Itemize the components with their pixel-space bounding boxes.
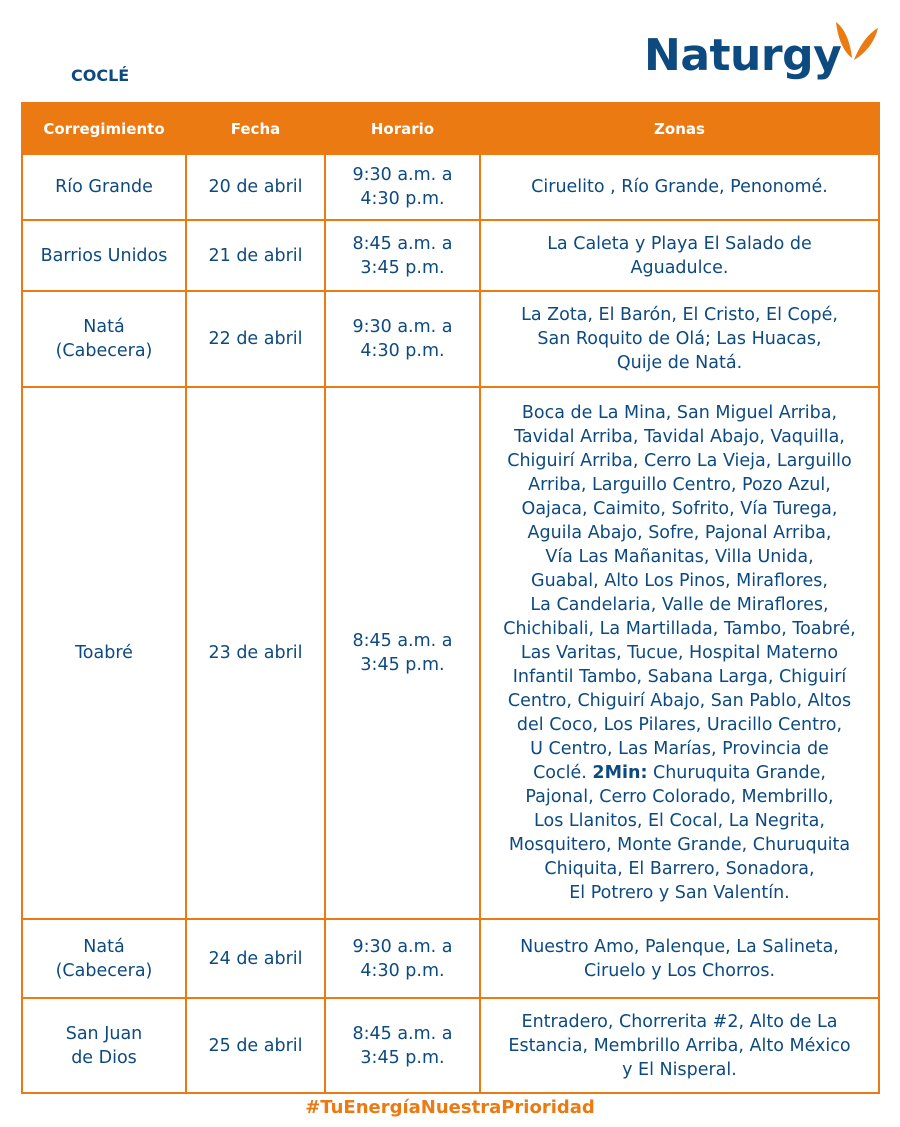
column-header-zonas: Zonas xyxy=(480,103,879,154)
fecha-cell: 21 de abril xyxy=(186,220,325,291)
corregimiento-cell: Barrios Unidos xyxy=(22,220,186,291)
table-row xyxy=(22,387,879,919)
butterfly-logo-icon xyxy=(834,18,880,74)
table-row xyxy=(22,919,879,998)
fecha-cell: 24 de abril xyxy=(186,919,325,998)
table-row xyxy=(22,220,879,291)
horario-cell: 8:45 a.m. a 3:45 p.m. xyxy=(325,387,480,919)
fecha-cell: 20 de abril xyxy=(186,154,325,220)
logo-wordmark: Naturgy xyxy=(644,30,842,81)
hashtag-footer: #TuEnergíaNuestraPrioridad xyxy=(305,1097,595,1118)
horario-cell: 8:45 a.m. a 3:45 p.m. xyxy=(325,998,480,1093)
zonas-cell: La Zota, El Barón, El Cristo, El Copé, San Roquito de Olá; Las Huacas, Quije de Natá. xyxy=(480,291,879,387)
zonas-cell: Nuestro Amo, Palenque, La Salineta, Ciruelo y Los Chorros. xyxy=(480,919,879,998)
fecha-cell: 23 de abril xyxy=(186,387,325,919)
column-header-horario: Horario xyxy=(325,103,480,154)
corregimiento-cell: Río Grande xyxy=(22,154,186,220)
zonas-text-part1: Boca de La Mina, San Miguel Arriba, Tavidal Arriba, Tavidal Abajo, Vaquilla, Chiguirí Arriba, Cerro La Vieja, Larguillo Arriba, Larguillo Centro, Pozo Azul, Oajaca, Caimito, Sofrito, Vía Turega, Aguila Abajo, Sofre, Pajonal Arriba, Vía Las Mañanitas, Villa Unida, Guabal, Alto Los Pinos, Miraflores, La Candelaria, Valle de Miraflores, Chichibali, La Martillada, Tambo, Toabré, Las Varitas, Tucue, Hospital Materno Infantil Tambo, Sabana Larga, Chiguirí Centro, Chiguirí Abajo, San Pablo, Altos del Coco, Los Pilares, Uracillo Centro, U Centro, Las Marías, Provincia de Coclé. xyxy=(503,403,856,783)
horario-cell: 9:30 a.m. a 4:30 p.m. xyxy=(325,291,480,387)
region-title: COCLÉ xyxy=(71,66,130,85)
corregimiento-cell: San Juan de Dios xyxy=(22,998,186,1093)
zonas-cell: Ciruelito , Río Grande, Penonomé. xyxy=(480,154,879,220)
zonas-text-part2: Churuquita Grande, Pajonal, Cerro Colorado, Membrillo, Los Llanitos, El Cocal, La Negrita, Mosquitero, Monte Grande, Churuquita Chiquita, El Barrero, Sonadora, El Potrero y San Valentín. xyxy=(508,763,851,903)
table-row xyxy=(22,291,879,387)
column-header-fecha: Fecha xyxy=(186,103,325,154)
horario-cell: 9:30 a.m. a 4:30 p.m. xyxy=(325,154,480,220)
horario-cell: 9:30 a.m. a 4:30 p.m. xyxy=(325,919,480,998)
horario-cell: 8:45 a.m. a 3:45 p.m. xyxy=(325,220,480,291)
naturgy-logo xyxy=(644,18,884,88)
zonas-bold-label: 2Min: xyxy=(592,763,648,783)
zonas-cell xyxy=(480,387,879,919)
zonas-cell: La Caleta y Playa El Salado de Aguadulce. xyxy=(480,220,879,291)
table-header-row xyxy=(22,103,879,154)
table-row xyxy=(22,154,879,220)
zonas-cell: Entradero, Chorrerita #2, Alto de La Estancia, Membrillo Arriba, Alto México y El Nisperal. xyxy=(480,998,879,1093)
table-row xyxy=(22,998,879,1093)
corregimiento-cell: Natá (Cabecera) xyxy=(22,291,186,387)
schedule-table xyxy=(21,102,880,1094)
column-header-corregimiento: Corregimiento xyxy=(22,103,186,154)
corregimiento-cell: Natá (Cabecera) xyxy=(22,919,186,998)
fecha-cell: 25 de abril xyxy=(186,998,325,1093)
fecha-cell: 22 de abril xyxy=(186,291,325,387)
corregimiento-cell: Toabré xyxy=(22,387,186,919)
